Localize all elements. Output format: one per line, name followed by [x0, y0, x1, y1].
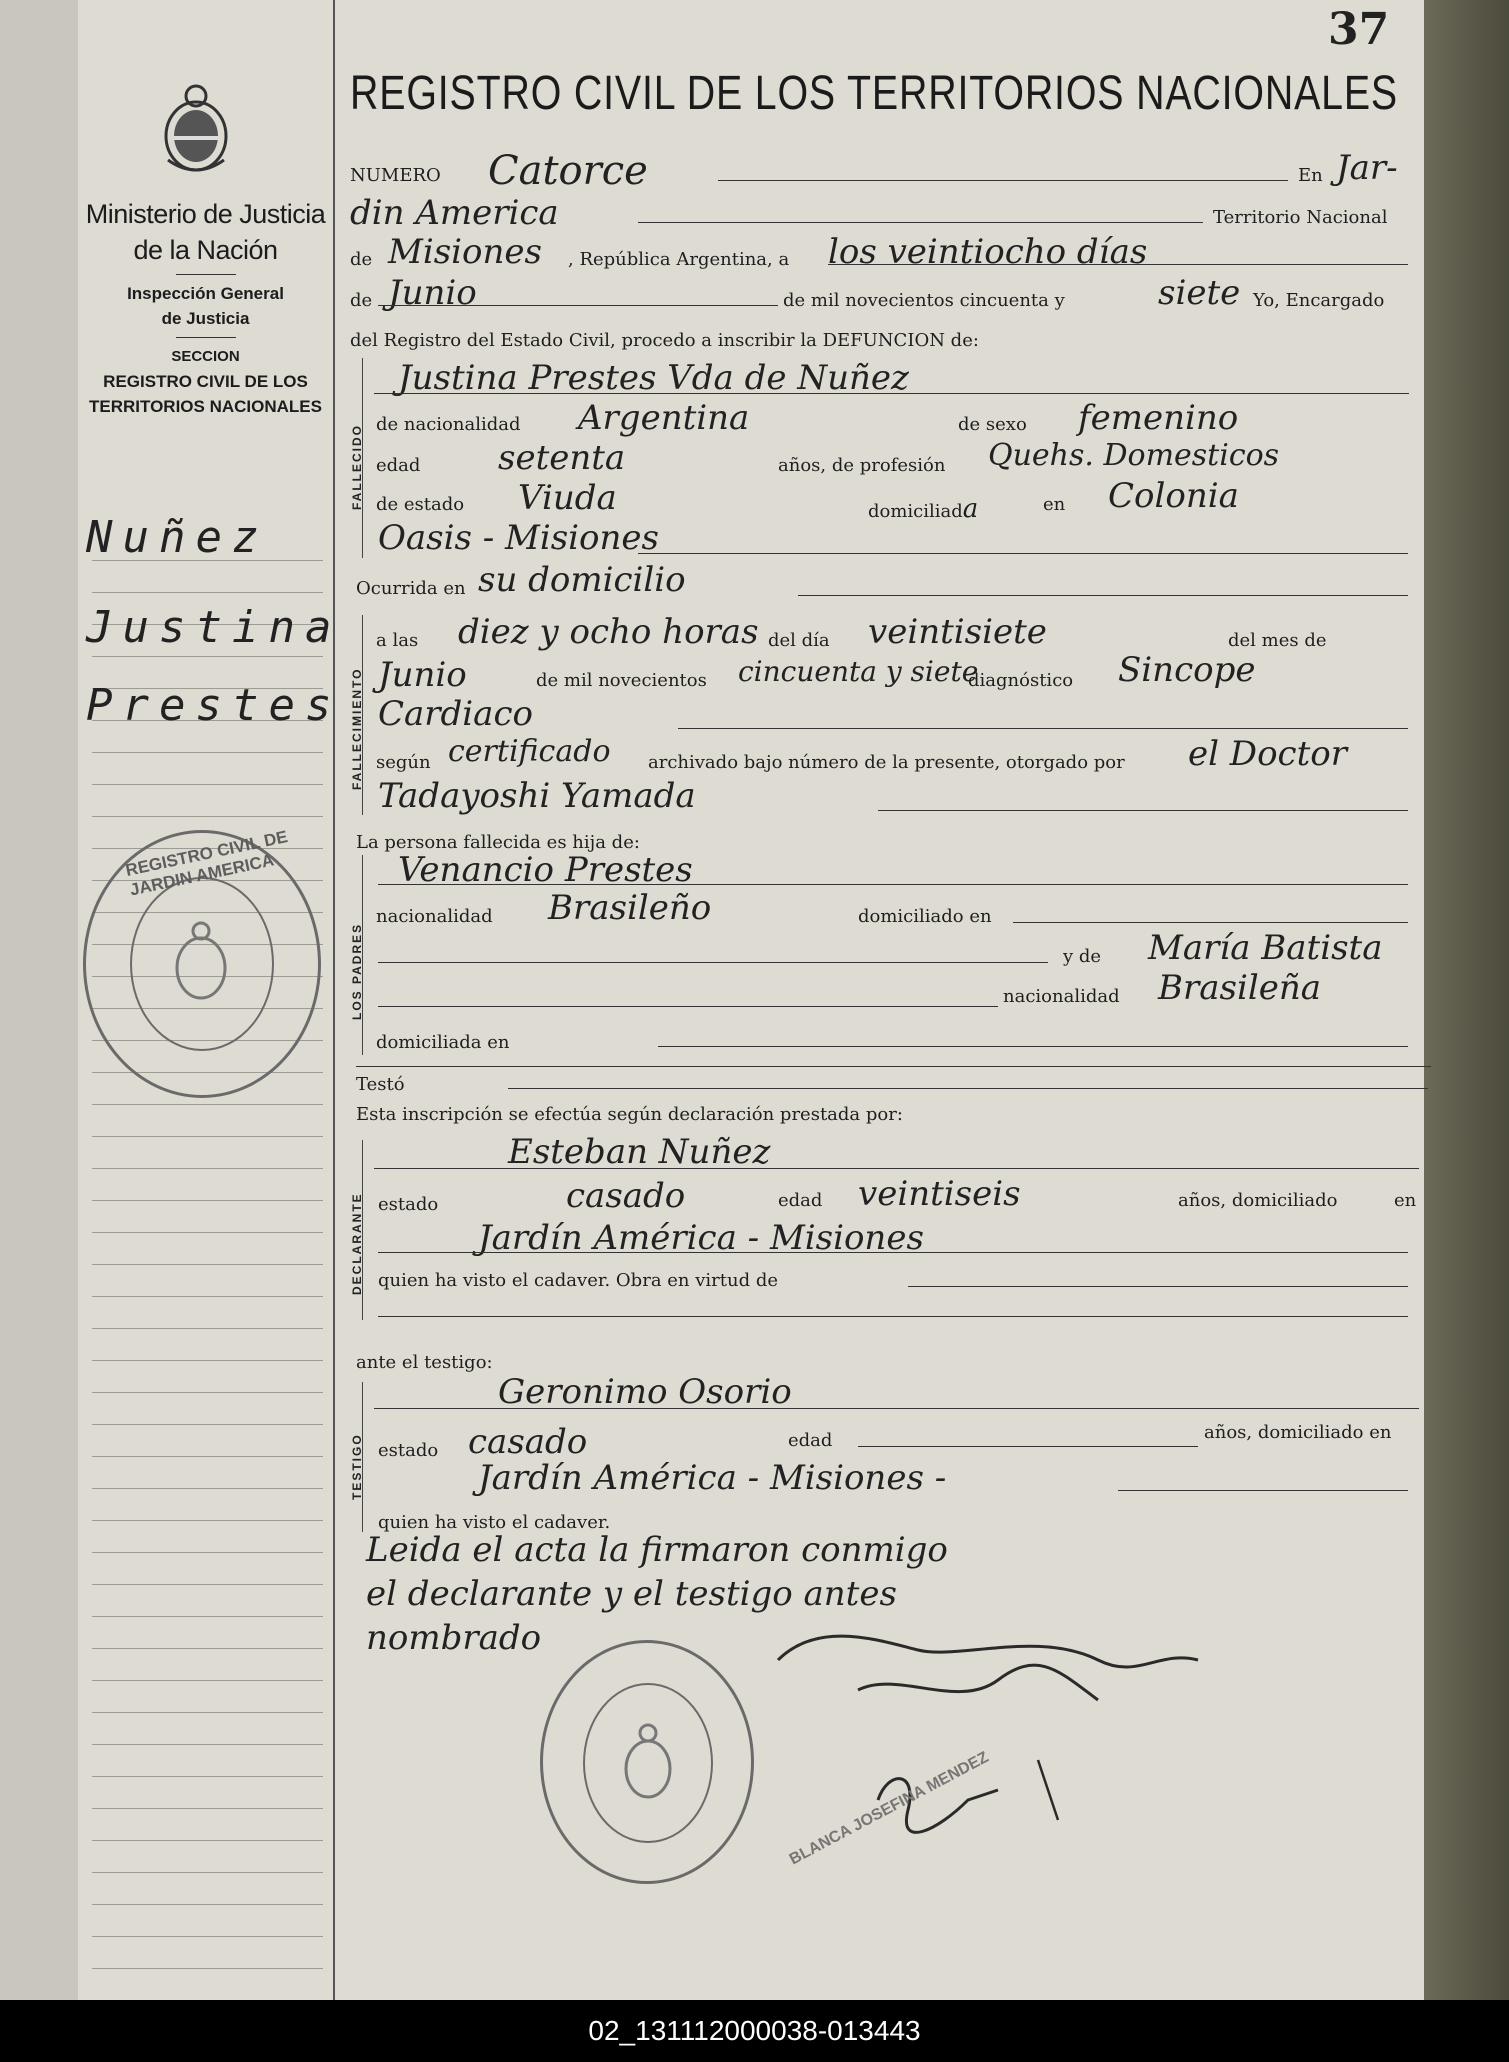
dia-fallecimiento-value: veintisiete [868, 612, 1047, 652]
ministry-line-2: de la Nación [133, 235, 278, 265]
closing-line-1: Leida el acta la firmaron conmigo [366, 1530, 948, 1570]
declarante-nombre: Esteban Nuñez [508, 1132, 771, 1172]
testigo-visto-label: quien ha visto el cadaver. [378, 1512, 611, 1533]
closing-line-2: el declarante y el testigo antes [366, 1574, 897, 1614]
de-label: de [350, 249, 373, 270]
territorio-label: Territorio Nacional [1213, 207, 1388, 228]
ministry-line-4: de Justicia [161, 309, 250, 328]
stamp-text: REGISTRO CIVIL DE JARDIN AMERICA [123, 827, 290, 900]
padre-nacionalidad-label: nacionalidad [376, 906, 493, 927]
medico-value-a: el Doctor [1188, 734, 1347, 774]
a-las-label: a las [376, 630, 419, 651]
declarante-anios-label: años, domiciliado [1178, 1190, 1338, 1211]
padres-side-label: LOS PADRES [350, 922, 364, 1020]
nacionalidad-value: Argentina [578, 398, 750, 438]
archivado-label: archivado bajo número de la presente, otorgado por [648, 752, 1125, 773]
domicilio-en-label: en [1043, 494, 1066, 515]
declarante-intro: Esta inscripción se efectúa según declaración prestada por: [356, 1104, 903, 1125]
ministry-line-3: Inspección General [127, 284, 284, 303]
testigo-domicilio: Jardín América - Misiones - [478, 1458, 947, 1498]
ministry-line-1: Ministerio de Justicia [85, 199, 326, 229]
stamp-crest-icon [166, 913, 236, 1013]
image-code-footer: 02_131112000038-013443 [0, 2000, 1509, 2062]
declarante-estado-label: estado [378, 1194, 439, 1215]
testigo-anios-label: años, domiciliado en [1204, 1422, 1392, 1443]
book-edge [0, 0, 84, 2000]
argentine-coat-of-arms-icon [158, 80, 234, 176]
testigo-nombre: Geronimo Osorio [498, 1372, 792, 1412]
testigo-intro: ante el testigo: [356, 1352, 493, 1373]
left-margin-column [78, 0, 342, 2000]
margin-second-surname: Prestes [86, 680, 342, 731]
margin-given-name: Justina [86, 602, 342, 653]
closing-line-3: nombrado [366, 1618, 542, 1658]
del-dia-label: del día [768, 630, 830, 651]
hora-value: diez y ocho horas [458, 612, 759, 652]
ministry-line-7: TERRITORIOS NACIONALES [89, 397, 322, 416]
declarante-side-label: DECLARANTE [350, 1192, 364, 1295]
diagnostico-label: diagnóstico [968, 670, 1074, 691]
book-spine [1424, 0, 1509, 2000]
fallecido-side-label: FALLECIDO [350, 424, 364, 510]
testigo-estado-value: casado [468, 1422, 588, 1462]
fallecido-nombre: Justina Prestes Vda de Nuñez [398, 358, 909, 398]
edad-value: setenta [498, 438, 626, 478]
domicilio-value-a: Colonia [1108, 476, 1239, 516]
numero-label: NUMERO [350, 165, 441, 186]
page-title: REGISTRO CIVIL DE LOS TERRITORIOS NACIONALES [350, 67, 1399, 120]
ministry-line-6: REGISTRO CIVIL DE LOS [103, 372, 308, 391]
declarante-edad-value: veintiseis [858, 1174, 1021, 1214]
diagnostico-value-b: Cardiaco [378, 694, 533, 734]
estado-value: Viuda [518, 478, 617, 518]
encargado-label: Yo, Encargado [1253, 290, 1385, 311]
profesion-label: años, de profesión [778, 455, 946, 476]
edad-label: edad [376, 455, 421, 476]
declarante-visto-label: quien ha visto el cadaver. Obra en virtud de [378, 1270, 779, 1291]
ministry-line-5: SECCION [171, 348, 240, 365]
declarante-en-label: en [1394, 1190, 1417, 1211]
testigo-estado-label: estado [378, 1440, 439, 1461]
sexo-value: femenino [1078, 398, 1239, 438]
profesion-value: Quehs. Domesticos [988, 438, 1280, 473]
madre-nombre: María Batista [1148, 928, 1383, 968]
ocurrida-value: su domicilio [478, 560, 686, 600]
estado-label: de estado [376, 494, 465, 515]
domiciliado-suffix: a [962, 494, 979, 524]
numero-value: Catorce [488, 148, 648, 194]
registry-stamp-bottom [540, 1640, 754, 1884]
domiciliado-label [868, 494, 978, 524]
mes-value: Junio [388, 273, 477, 313]
testo-label: Testó [356, 1074, 405, 1095]
signatures-icon [738, 1600, 1278, 1860]
ministry-header [78, 196, 333, 419]
declarante-estado-value: casado [566, 1176, 686, 1216]
margin-surname: Nuñez [86, 512, 269, 563]
page-number: 37 [1328, 4, 1390, 55]
sexo-label: de sexo [958, 414, 1027, 435]
medico-value-b: Tadayoshi Yamada [378, 776, 696, 816]
anio-fallecimiento-value: cincuenta y siete [738, 655, 979, 688]
mes-de-label: del mes de [1228, 630, 1327, 651]
diagnostico-value-a: Sincope [1118, 650, 1256, 690]
madre-nacionalidad-value: Brasileña [1158, 968, 1321, 1008]
anio-fallecimiento-label: de mil novecientos [536, 670, 707, 691]
domicilio-value-b: Oasis - Misiones [378, 518, 659, 558]
madre-domiciliada-label: domiciliada en [376, 1032, 510, 1053]
anio-label: de mil novecientos cincuenta y [783, 290, 1065, 311]
padre-domiciliado-label: domiciliado en [858, 906, 992, 927]
anio-value: siete [1158, 273, 1241, 313]
padre-nacionalidad-value: Brasileño [548, 888, 712, 928]
stamp-bottom-crest-icon [613, 1715, 683, 1811]
nacionalidad-label: de nacionalidad [376, 414, 521, 435]
registry-stamp-left [83, 827, 321, 1098]
republica-label: , República Argentina, a [568, 249, 790, 270]
en-label: En [1298, 165, 1323, 186]
testigo-side-label: TESTIGO [350, 1433, 364, 1500]
signature-stamp-text: BLANCA JOSEFINA MENDEZ [786, 1748, 992, 1869]
mes-fallecimiento-value: Junio [378, 655, 467, 695]
segun-label: según [376, 752, 431, 773]
certificado-value: certificado [448, 734, 611, 769]
domiciliado-label-text: domiciliad [868, 501, 963, 522]
testigo-edad-label: edad [788, 1430, 833, 1451]
de2-label: de [350, 290, 373, 311]
padres-intro: La persona fallecida es hija de: [356, 832, 640, 853]
y-de-label: y de [1063, 946, 1102, 967]
place-part-b: din America [350, 193, 559, 233]
dia-value: los veintiocho días [828, 232, 1148, 272]
madre-nacionalidad-label: nacionalidad [1003, 986, 1120, 1007]
declarante-edad-label: edad [778, 1190, 823, 1211]
place-part-a: Jar- [1336, 148, 1398, 188]
ocurrida-label: Ocurrida en [356, 578, 466, 599]
provincia-value: Misiones [388, 232, 542, 272]
register-page [78, 0, 1424, 2000]
intro-text: del Registro del Estado Civil, procedo a inscribir la DEFUNCION de: [350, 330, 979, 351]
padre-nombre: Venancio Prestes [398, 850, 693, 890]
fallecimiento-side-label: FALLECIMIENTO [350, 667, 364, 790]
declarante-domicilio: Jardín América - Misiones [478, 1218, 924, 1258]
